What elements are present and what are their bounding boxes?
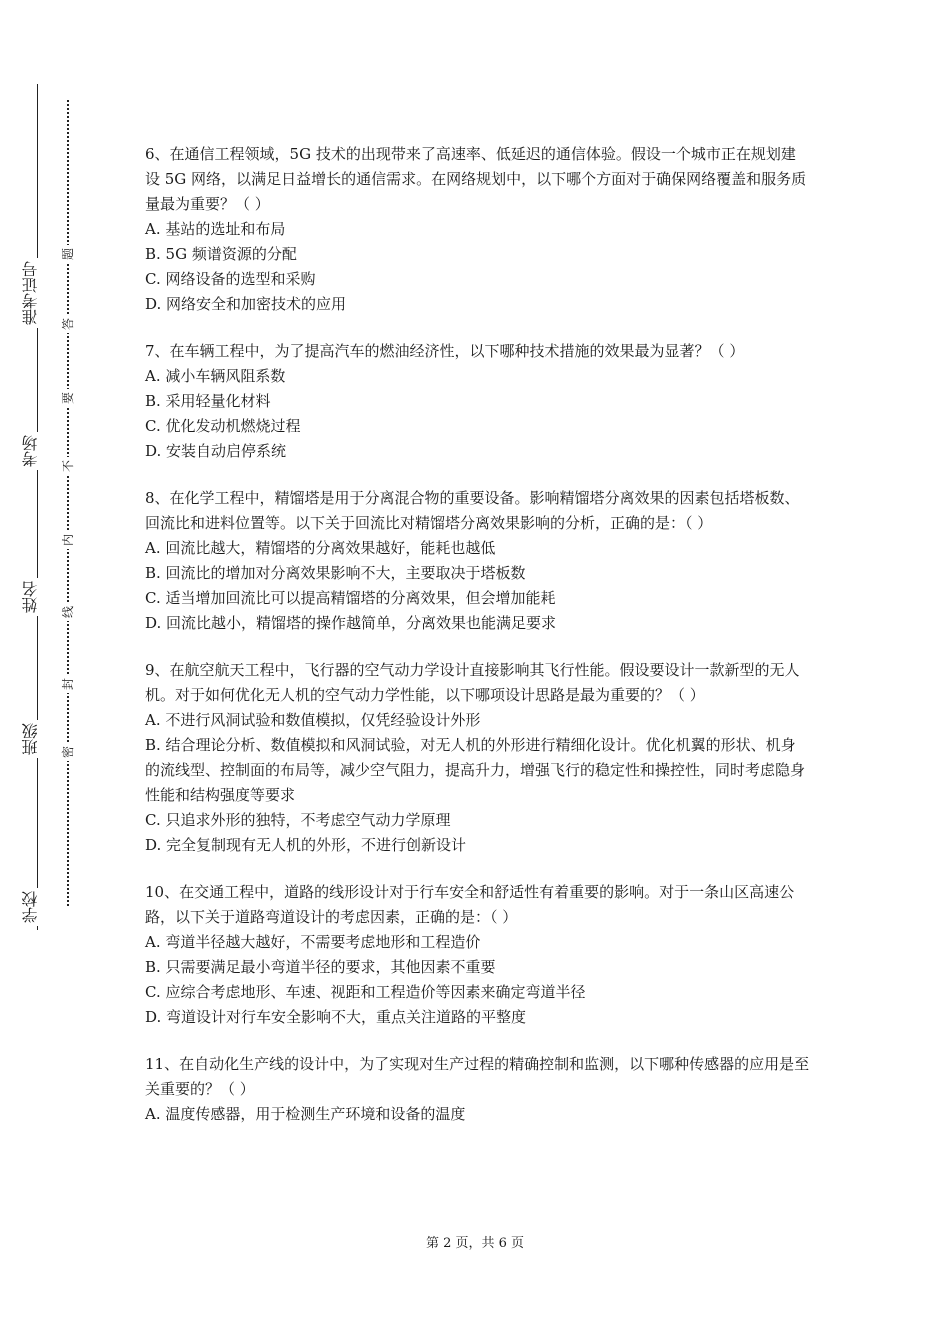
exam-room-label: 考场 <box>22 432 52 470</box>
option-b: B. 回流比的增加对分离效果影响不大，主要取决于塔板数 <box>145 564 526 582</box>
binding-margin <box>0 0 110 1344</box>
option-b: B. 5G 频谱资源的分配 <box>145 245 297 263</box>
option-c: C. 网络设备的选型和采购 <box>145 270 316 288</box>
question-6 <box>145 142 810 317</box>
seal-char: 线 <box>60 603 76 621</box>
question-stem: 11、在自动化生产线的设计中，为了实现对生产过程的精确控制和监测，以下哪种传感器的应用是至关重要的？（ ） <box>145 1055 810 1098</box>
option-c: C. 只追求外形的独特，不考虑空气动力学原理 <box>145 811 451 829</box>
option-c: C. 应综合考虑地形、车速、视距和工程造价等因素来确定弯道半径 <box>145 983 586 1001</box>
option-c: C. 优化发动机燃烧过程 <box>145 417 301 435</box>
question-stem: 9、在航空航天工程中，飞行器的空气动力学设计直接影响其飞行性能。假设要设计一款新型的无人机。对于如何优化无人机的空气动力学性能，以下哪项设计思路是最为重要的？（ ） <box>145 661 800 704</box>
option-a: A. 基站的选址和布局 <box>145 220 286 238</box>
question-8 <box>145 486 810 636</box>
option-a: A. 减小车辆风阻系数 <box>145 367 286 385</box>
seal-char: 要 <box>60 389 76 407</box>
school-label: 学校 <box>22 888 52 926</box>
question-10 <box>145 880 810 1030</box>
question-stem: 7、在车辆工程中，为了提高汽车的燃油经济性，以下哪种技术措施的效果最为显著？（ ） <box>145 342 745 360</box>
option-d: D. 完全复制现有无人机的外形，不进行创新设计 <box>145 836 467 854</box>
class-label: 班级 <box>22 720 52 758</box>
name-label: 姓名 <box>22 578 52 616</box>
question-7 <box>145 339 810 464</box>
question-stem: 8、在化学工程中，精馏塔是用于分离混合物的重要设备。影响精馏塔分离效果的因素包括塔板数、回流比和进料位置等。以下关于回流比对精馏塔分离效果影响的分析，正确的是：（ ） <box>145 489 800 532</box>
option-d: D. 安装自动启停系统 <box>145 442 287 460</box>
option-a: A. 回流比越大，精馏塔的分离效果越好，能耗也越低 <box>145 539 496 557</box>
seal-char: 不 <box>60 457 76 475</box>
seal-char: 内 <box>60 531 76 549</box>
seal-char: 密 <box>60 743 76 761</box>
option-a: A. 不进行风洞试验和数值模拟，仅凭经验设计外形 <box>145 711 481 729</box>
page-number: 第 2 页，共 6 页 <box>425 1236 525 1251</box>
option-d: D. 回流比越小，精馏塔的操作越简单，分离效果也能满足要求 <box>145 614 557 632</box>
question-list <box>145 142 810 1149</box>
option-d: D. 弯道设计对行车安全影响不大，重点关注道路的平整度 <box>145 1008 527 1026</box>
option-b: B. 结合理论分析、数值模拟和风洞试验，对无人机的外形进行精细化设计。优化机翼的形状、机身的流线型、控制面的布局等，减少空气阻力，提高升力，增强飞行的稳定性和操控性，同时考虑隐身性能和结构强度等要求 <box>145 736 806 804</box>
option-a: A. 弯道半径越大越好，不需要考虑地形和工程造价 <box>145 933 481 951</box>
seal-dotted-line <box>67 100 69 906</box>
question-stem: 6、在通信工程领域，5G 技术的出现带来了高速率、低延迟的通信体验。假设一个城市正在规划建设 5G 网络，以满足日益增长的通信需求。在网络规划中，以下哪个方面对于确保网络覆盖和服务质量最为重要？（ ） <box>145 145 807 213</box>
exam-id-label: 准考证号 <box>22 258 52 328</box>
option-a: A. 温度传感器，用于检测生产环境和设备的温度 <box>145 1105 466 1123</box>
question-9 <box>145 658 810 858</box>
seal-char: 答 <box>60 315 76 333</box>
option-d: D. 网络安全和加密技术的应用 <box>145 295 347 313</box>
option-c: C. 适当增加回流比可以提高精馏塔的分离效果，但会增加能耗 <box>145 589 556 607</box>
info-vertical-line <box>37 84 38 930</box>
question-stem: 10、在交通工程中，道路的线形设计对于行车安全和舒适性有着重要的影响。对于一条山区高速公路，以下关于道路弯道设计的考虑因素，正确的是：（ ） <box>145 883 795 926</box>
seal-char: 封 <box>60 675 76 693</box>
option-b: B. 采用轻量化材料 <box>145 392 271 410</box>
seal-char: 题 <box>60 245 76 263</box>
question-11 <box>145 1052 810 1127</box>
option-b: B. 只需要满足最小弯道半径的要求，其他因素不重要 <box>145 958 496 976</box>
